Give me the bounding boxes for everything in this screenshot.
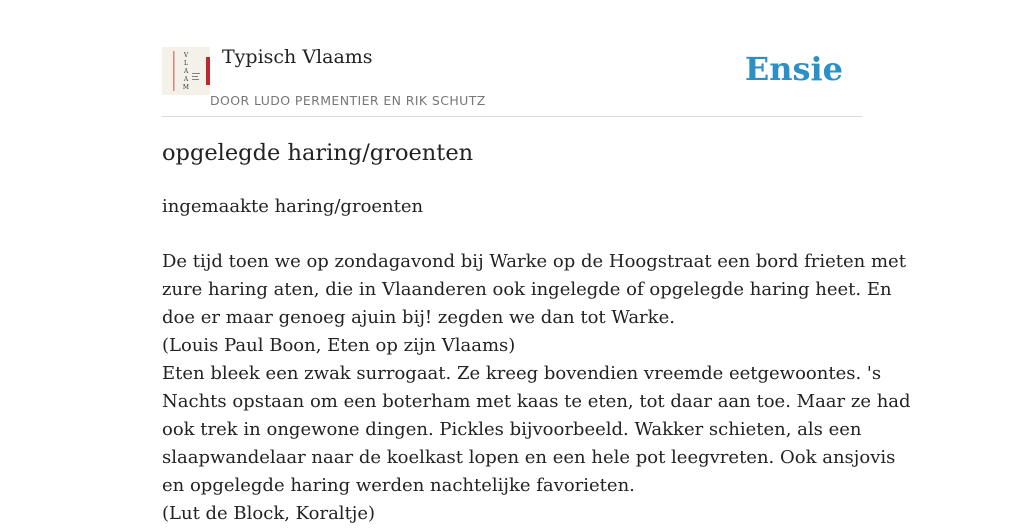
book-cover-icon[interactable] [162, 47, 210, 95]
citation-line: doe er maar genoeg ajuin bij! zegden we dan tot Warke. [162, 307, 675, 328]
book-title[interactable]: Typisch Vlaams [222, 46, 373, 68]
citation-line: en opgelegde haring werden nachtelijke favorieten. [162, 475, 635, 496]
book-authors: DOOR LUDO PERMENTIER EN RIK SCHUTZ [210, 93, 486, 108]
svg-text:A: A [183, 68, 189, 75]
svg-text:V: V [183, 52, 189, 59]
citation-line: Eten bleek een zwak surrogaat. Ze kreeg bovendien vreemde eetgewoontes. 's [162, 363, 882, 384]
citation-line: ook trek in ongewone dingen. Pickles bijvoorbeeld. Wakker schieten, als een [162, 419, 862, 440]
citation-source: (Lut de Block, Koraltje) [162, 503, 376, 524]
entry-citations [162, 248, 911, 528]
citation-line: De tijd toen we op zondagavond bij Warke op de Hoogstraat een bord frieten met [162, 251, 906, 272]
svg-text:L: L [184, 60, 188, 67]
citation-line: slaapwandelaar naar de koelkast lopen en een hele pot leegvreten. Ook ansjovis [162, 447, 896, 468]
page [162, 0, 911, 524]
svg-text:A: A [183, 76, 189, 83]
svg-text:M: M [182, 84, 190, 91]
ensie-logo-link[interactable]: Ensie [744, 50, 843, 88]
citation-source: (Louis Paul Boon, Eten op zijn Vlaams) [162, 335, 516, 356]
entry-definition: ingemaakte haring/groenten [162, 196, 424, 217]
citation-line: Nachts opstaan om een boterham met kaas te eten, tot daar aan toe. Maar ze had [162, 391, 911, 412]
entry-title: opgelegde haring/groenten [162, 140, 474, 166]
header [162, 0, 862, 117]
citation-line: zure haring aten, die in Vlaanderen ook ingelegde of opgelegde haring heet. En [162, 279, 892, 300]
